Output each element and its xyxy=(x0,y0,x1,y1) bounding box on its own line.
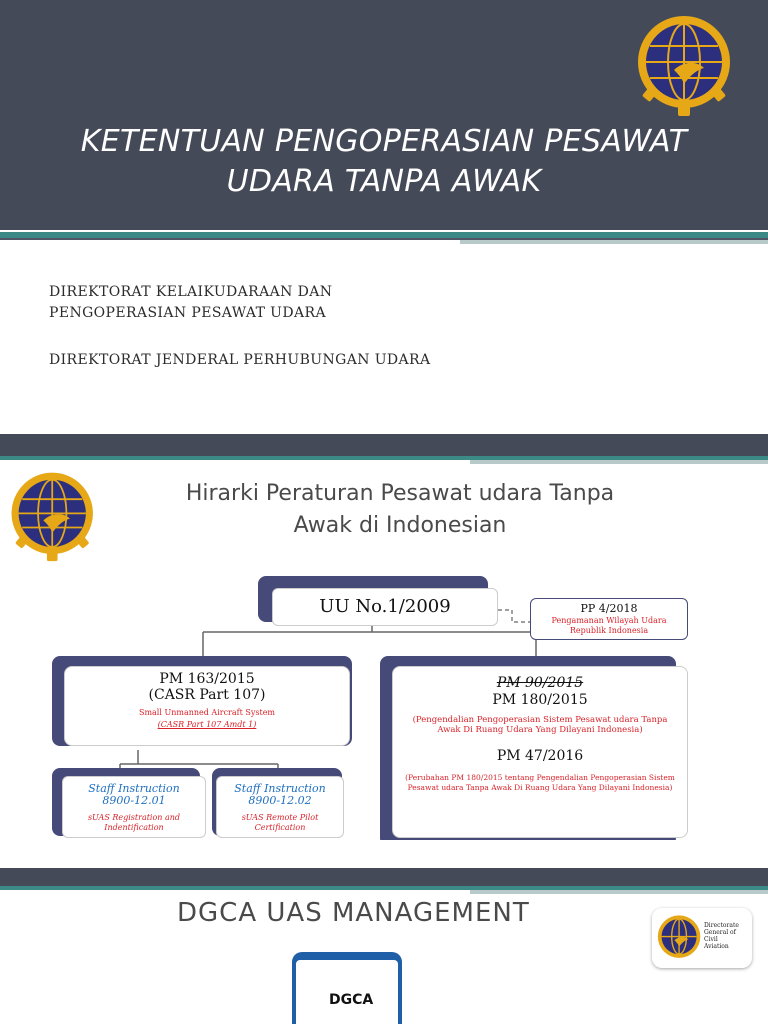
slide-top-bar xyxy=(0,868,768,886)
management-title: DGCA UAS MANAGEMENT xyxy=(177,898,530,928)
uu-box xyxy=(272,588,498,626)
si1-title-line-2: 8900-12.01 xyxy=(102,794,166,807)
si2-desc-line-2: Certification xyxy=(254,823,306,832)
dgca-logo-text-2: General of xyxy=(704,929,736,936)
si1-desc-line-1: sUAS Registration and xyxy=(87,813,181,822)
slide-hierarchy xyxy=(0,434,768,840)
si2-title-line-1: Staff Instruction xyxy=(234,782,326,795)
pm163-line-2: (CASR Part 107) xyxy=(148,687,266,703)
title-line-2: UDARA TANPA AWAK xyxy=(226,164,542,199)
pm163-description: Small Unmanned Aircraft System xyxy=(138,708,276,717)
pp-label: PP 4/2018 xyxy=(580,602,638,615)
pm180-label: PM 180/2015 xyxy=(492,692,588,708)
slide-management xyxy=(0,842,768,1024)
title-line-1: KETENTUAN PENGOPERASIAN PESAWAT xyxy=(80,124,688,159)
slide-title-text xyxy=(0,122,768,202)
uu-label: UU No.1/2009 xyxy=(319,596,451,617)
pp-description: Pengamanan Wilayah Udara Republik Indonesia xyxy=(551,616,667,635)
subtitle-line-3: DIREKTORAT JENDERAL PERHUBUNGAN UDARA xyxy=(49,352,431,368)
hierarchy-title-line-1: Hirarki Peraturan Pesawat udara Tanpa xyxy=(185,481,615,506)
pm180-description: (Pengendalian Pengoperasian Sistem Pesawat udara Tanpa Awak Di Ruang Udara Yang Dilayani Indonesia) xyxy=(412,715,668,735)
dgca-logo-text-4: Aviation xyxy=(704,943,729,950)
pm47-label: PM 47/2016 xyxy=(496,748,584,764)
si1-desc-line-2: Indentification xyxy=(104,823,164,832)
pm163-line-1: PM 163/2015 xyxy=(159,671,255,687)
pm163-amendment: (CASR Part 107 Amdt 1) xyxy=(157,720,257,729)
pm90-struck: PM 90/2015 xyxy=(496,675,584,691)
pp-box xyxy=(530,598,688,640)
dgca-logo-text-1: Directorate xyxy=(704,922,739,929)
si1-box xyxy=(62,776,206,838)
dgca-logo-icon xyxy=(656,912,704,968)
si2-title-line-2: 8900-12.02 xyxy=(248,794,312,807)
subtitle-line-1: DIREKTORAT KELAIKUDARAAN DAN xyxy=(49,284,333,300)
pm-right-box xyxy=(392,666,688,838)
si1-title-line-1: Staff Instruction xyxy=(88,782,180,795)
pm47-description: (Perubahan PM 180/2015 tentang Pengendalian Pengoperasian Sistem Pesawat udara Tanpa Awak Di Ruang Udara Yang Dilayani Indonesia) xyxy=(405,773,675,792)
dgca-card-label: DGCA xyxy=(329,992,374,1008)
subtitle-line-2: PENGOPERASIAN PESAWAT UDARA xyxy=(49,305,326,321)
slide-title xyxy=(0,0,768,432)
divider-light xyxy=(460,240,768,244)
dgca-logo-text xyxy=(704,922,750,950)
dgca-logo-text-3: Civil xyxy=(704,936,718,943)
ministry-logo-icon xyxy=(634,10,738,124)
hierarchy-title-line-2: Awak di Indonesian xyxy=(293,513,507,538)
pm163-box xyxy=(64,666,350,746)
dgca-card xyxy=(292,956,402,1024)
si2-desc-line-1: sUAS Remote Pilot xyxy=(241,813,319,822)
divider-light xyxy=(470,890,768,894)
si2-box xyxy=(216,776,344,838)
